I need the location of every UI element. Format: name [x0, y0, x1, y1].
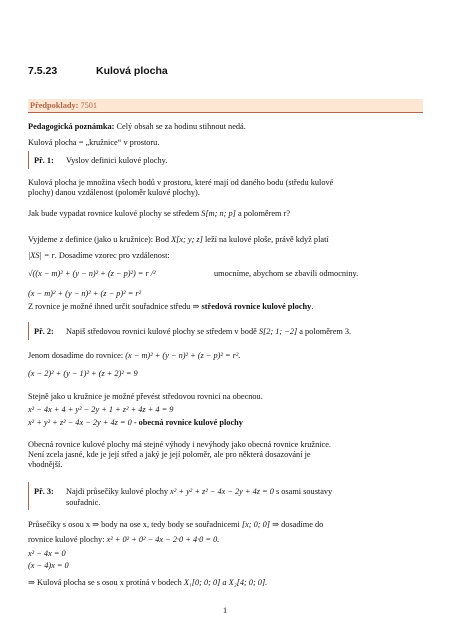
substitution-2-equation: x² + 0² + 0² − 4x − 2·0 + 4·0 = 0. [106, 535, 220, 544]
pedagogical-note [28, 122, 246, 132]
sqrt-equation: √((x − m)² + (y − n)² + (z − p)²) = r /² [28, 269, 156, 278]
exercise-3-task-end: s osami soustavy [275, 487, 333, 496]
exercise-2-task-start: Napiš středovou rovnici kulové plochy se středem v bodě [66, 327, 257, 336]
definition-usage [28, 235, 329, 245]
remark-line-3: vhodnější. [28, 460, 63, 469]
definition-usage-point: X[x; y; z] [171, 235, 203, 244]
pedagogical-note-text: Celý obsah se za hodinu stihnout nedá. [116, 122, 246, 131]
exercise-3-task-equation: x² + y² + z² − 4x − 2y + 4z = 0 [170, 487, 274, 496]
conclusion-bold: středová rovnice kulové plochy [201, 302, 312, 311]
exercise-3-task-start: Najdi průsečíky kulové plochy [66, 487, 169, 496]
general-equation-line [28, 418, 243, 428]
distance-equation: |XS| = r [28, 251, 55, 260]
exercise-1-marker [28, 151, 29, 169]
prerequisites-label: Předpoklady: [30, 101, 79, 110]
definition-usage-end: leží na kulové ploše, právě když platí [204, 235, 329, 244]
question-start: Jak bude vypadat rovnice kulové plochy se středem [28, 209, 200, 218]
substitution-equation: (x − m)² + (y − n)² + (z − p)² = r². [125, 351, 241, 360]
exercise-2-result: (x − 2)² + (y − 1)² + (z + 2)² = 9 [28, 369, 138, 378]
equation-2: (x − 4)x = 0 [28, 561, 69, 570]
remark-line-1: Obecná rovnice kulové plochy má stejné výhody i nevýhody jako obecná rovnice kružnice. [28, 440, 331, 449]
standard-equation: (x − m)² + (y − n)² + (z − p)² = r² [28, 289, 142, 298]
section-number: 7.5.23 [28, 65, 58, 77]
pedagogical-note-label: Pedagogická poznámka: [28, 122, 115, 131]
exercise-3-task-end-2: souřadnic. [66, 498, 101, 507]
prerequisites [30, 101, 97, 111]
exercise-3-task [66, 487, 332, 497]
prerequisites-value: 7501 [80, 101, 98, 110]
substitution-2-line [28, 535, 219, 545]
exercise-2-task-end: a poloměrem 3. [299, 327, 352, 336]
general-intro: Stejně jako u kružnice je možné převést středovou rovnici na obecnou. [28, 392, 263, 401]
substitution-2-start: rovnice kulové plochy: [28, 535, 105, 544]
exercise-1-label: Př. 1: [34, 156, 54, 165]
expanded-equation: x² − 4x + 4 + y² − 2y + 1 + z² + 4z + 4 = 9 [28, 405, 174, 414]
remark-line-2: Není zcela jasné, kde je její střed a jaký je její poloměr, ale pro některá dosazování je [28, 450, 311, 459]
equation-1: x² − 4x = 0 [28, 549, 66, 558]
general-equation: x² + y² + z² − 4x − 2y + 4z = 0 [28, 418, 132, 427]
definition-line-2: plochy) danou vzdálenost (poloměr kulové plochy). [28, 188, 200, 197]
substitution-line [28, 351, 240, 361]
exercise-3-label: Př. 3: [34, 487, 54, 496]
exercise-2-task [66, 327, 351, 337]
exercise-1-task: Vyslov definici kulové plochy. [66, 156, 168, 165]
final-points: X₁[0; 0; 0] a X₂[4; 0; 0]. [183, 578, 268, 587]
exercise-3-marker [28, 482, 29, 510]
x-axis-point: [x; 0; 0] [241, 520, 271, 529]
conclusion-end: . [311, 302, 314, 311]
section-title: Kulová plocha [96, 65, 168, 77]
x-axis-end: ⇒ dosadíme do [272, 520, 324, 529]
exercise-2-task-point: S[2; 1; −2] [258, 327, 298, 336]
exercise-2-marker [28, 322, 29, 340]
x-axis-start: Průsečíky s osou x ⇒ body na ose x, tedy body se souřadnicemi [28, 520, 240, 529]
conclusion [28, 302, 313, 312]
intro-text: Kulová plocha = „kružnice“ v prostoru. [28, 138, 160, 147]
distance-line [28, 251, 170, 261]
definition-line-1: Kulová plocha je množina všech bodů v prostoru, které mají od daného bodu (středu kulové [28, 178, 334, 187]
exercise-2-label: Př. 2: [34, 327, 54, 336]
general-equation-label: - obecná rovnice kulové plochy [133, 418, 243, 427]
sqrt-note: umocníme, abychom se zbavili odmocniny. [214, 269, 359, 278]
question-center-point: S[m; n; p] [201, 209, 236, 218]
question-end: a poloměrem r? [237, 209, 290, 218]
conclusion-start: Z rovnice je možné ihned určit souřadnice středu ⇒ [28, 302, 200, 311]
substitution-text: Jenom dosadíme do rovnice: [28, 351, 124, 360]
final-start: ⇒ Kulová plocha se s osou x protíná v bodech [28, 578, 182, 587]
x-axis-line [28, 520, 323, 530]
distance-text: . Dosadíme vzorec pro vzdálenost: [54, 251, 170, 260]
final-line [28, 578, 267, 588]
page-number: 1 [223, 606, 228, 615]
question [28, 209, 290, 219]
definition-usage-start: Vyjdeme z definice (jako u kružnice): Bod [28, 235, 169, 244]
